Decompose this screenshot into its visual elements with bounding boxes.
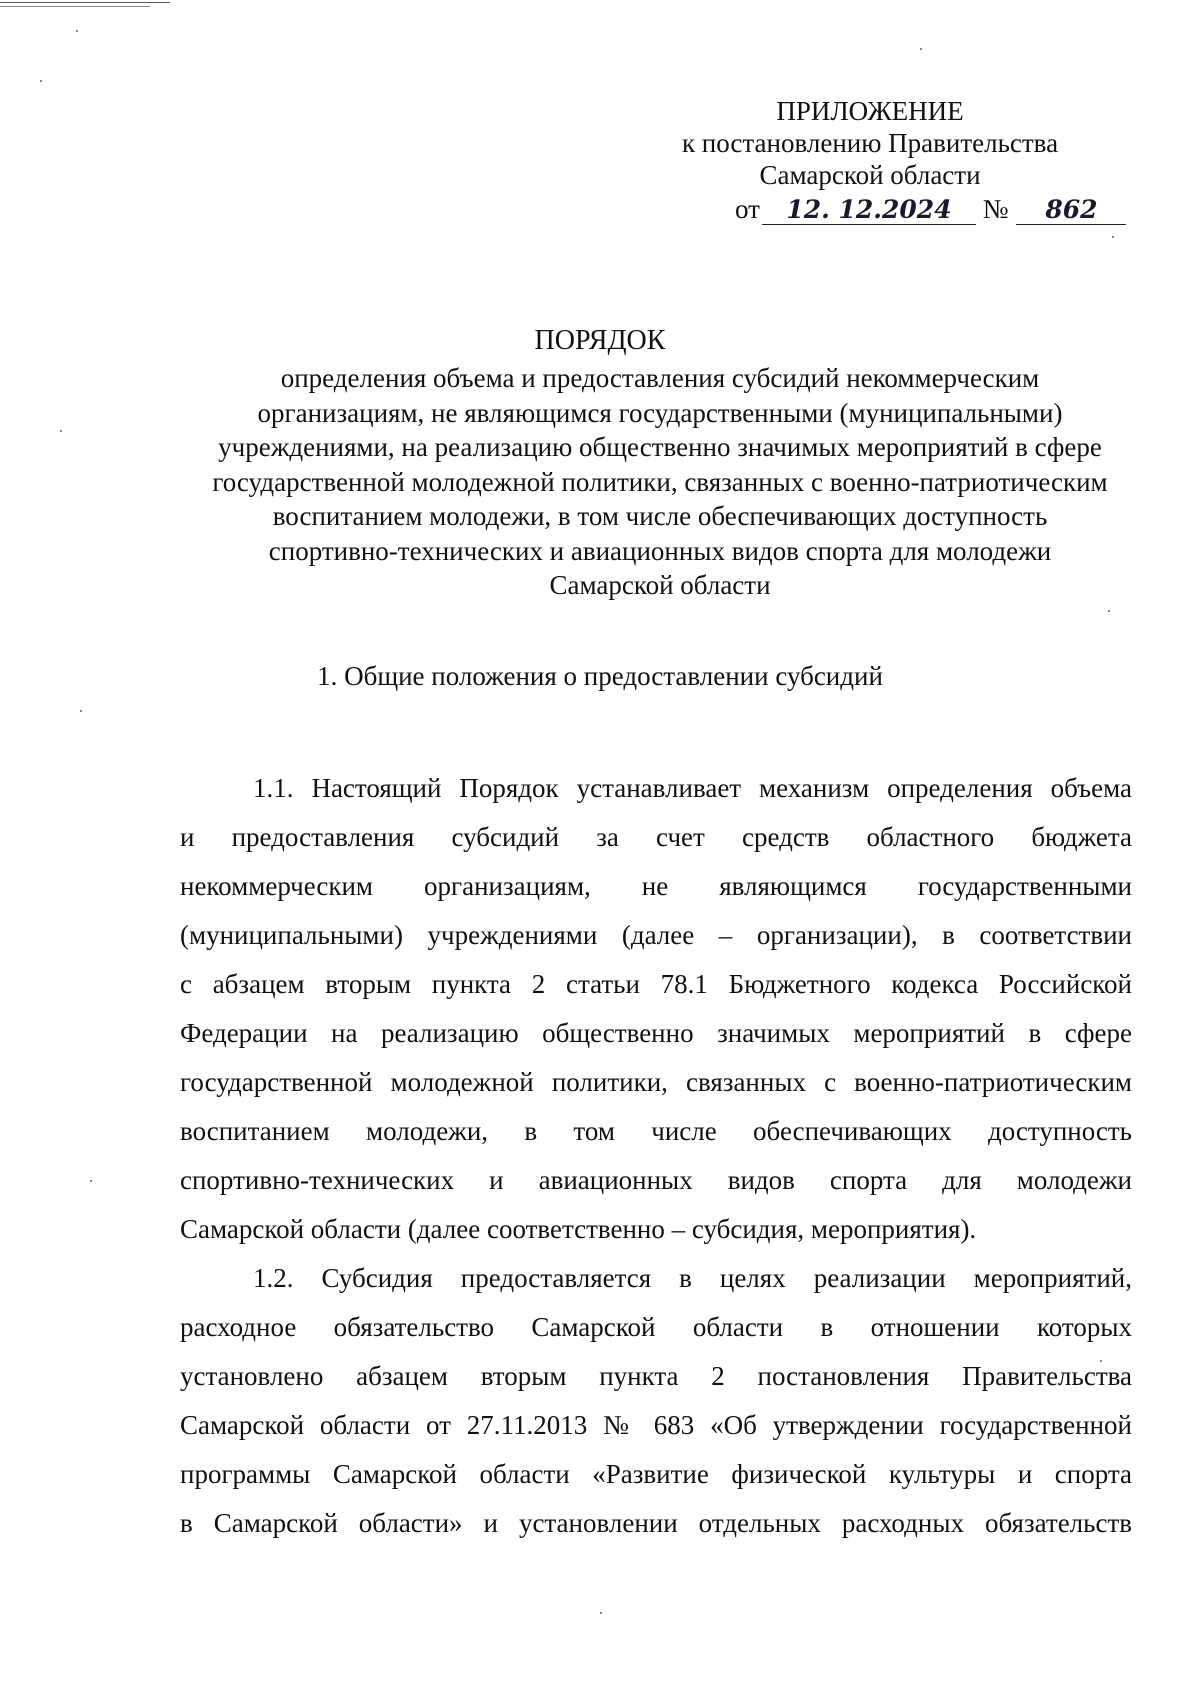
scan-speck <box>80 710 82 712</box>
subtitle-line: спортивно-технических и авиационных видов спорта для молодежи <box>268 535 1052 566</box>
appendix-header <box>600 95 1140 191</box>
subtitle-line: государственной молодежной политики, связанных с военно-патриотическим <box>212 466 1108 497</box>
number-label: № <box>982 194 1009 224</box>
scan-speck <box>920 48 922 50</box>
scan-speck <box>40 80 42 82</box>
appendix-line-region: Самарской области <box>759 160 981 190</box>
paragraph-line: и предоставления субсидий за счет средств областного бюджета <box>180 822 1132 852</box>
scan-speck <box>90 1180 92 1182</box>
paragraph-line: Самарской области от 27.11.2013 № 683 «Об утверждении государственной <box>180 1410 1132 1440</box>
subtitle-line: Самарской области <box>549 570 771 600</box>
decree-date-number <box>735 194 1126 225</box>
scan-speck <box>76 30 78 32</box>
handwritten-date: 12. 12.2024 <box>762 195 976 225</box>
scan-speck <box>1112 236 1114 238</box>
scan-speck <box>1108 610 1110 612</box>
paragraph-line: 1.1. Настоящий Порядок устанавливает механизм определения объема <box>253 773 1132 803</box>
scan-edge-line <box>0 6 150 7</box>
scan-speck <box>60 430 62 432</box>
subtitle-line: учреждениями, на реализацию общественно значимых мероприятий в сфере <box>218 432 1102 462</box>
appendix-line-decree: к постановлению Правительства <box>681 128 1059 158</box>
from-label: от <box>735 194 760 224</box>
section-heading: 1. Общие положения о предоставлении субсидий <box>317 661 883 691</box>
subtitle-line: определения объема и предоставления субсидий некоммерческим <box>280 363 1040 393</box>
paragraph-line: воспитанием молодежи, в том числе обеспечивающих доступность <box>180 1116 1132 1146</box>
subtitle-line: организациям, не являющимся государственными (муниципальными) <box>257 397 1063 428</box>
paragraph-line: с абзацем вторым пункта 2 статьи 78.1 Бюджетного кодекса Российской <box>180 969 1132 999</box>
paragraph-line: некоммерческим организациям, не являющимся государственными <box>180 871 1132 901</box>
paragraph-line: установлено абзацем вторым пункта 2 постановления Правительства <box>180 1361 1132 1391</box>
paragraph-line: (муниципальными) учреждениями (далее – организации), в соответствии <box>180 920 1132 950</box>
handwritten-number: 862 <box>1016 195 1126 225</box>
paragraph-line: Федерации на реализацию общественно значимых мероприятий в сфере <box>180 1018 1132 1048</box>
paragraph-line: расходное обязательство Самарской области в отношении которых <box>180 1312 1132 1342</box>
paragraph-line: в Самарской области» и установлении отдельных расходных обязательств <box>180 1508 1132 1538</box>
appendix-title: ПРИЛОЖЕНИЕ <box>776 96 964 126</box>
paragraph-line: спортивно-технических и авиационных видов спорта для молодежи <box>180 1165 1132 1195</box>
paragraph-line: программы Самарской области «Развитие физической культуры и спорта <box>180 1459 1132 1489</box>
document-title: ПОРЯДОК <box>534 325 666 356</box>
paragraph-line: 1.2. Субсидия предоставляется в целях реализации мероприятий, <box>253 1263 1132 1293</box>
paragraph-line: Самарской области (далее соответственно – субсидия, мероприятия). <box>180 1214 977 1244</box>
scan-edge-line <box>0 2 170 3</box>
paragraph-line: государственной молодежной политики, связанных с военно-патриотическим <box>180 1067 1132 1097</box>
document-subtitle <box>160 361 1160 603</box>
scan-speck <box>600 1612 602 1614</box>
subtitle-line: воспитанием молодежи, в том числе обеспечивающих доступность <box>272 501 1048 531</box>
